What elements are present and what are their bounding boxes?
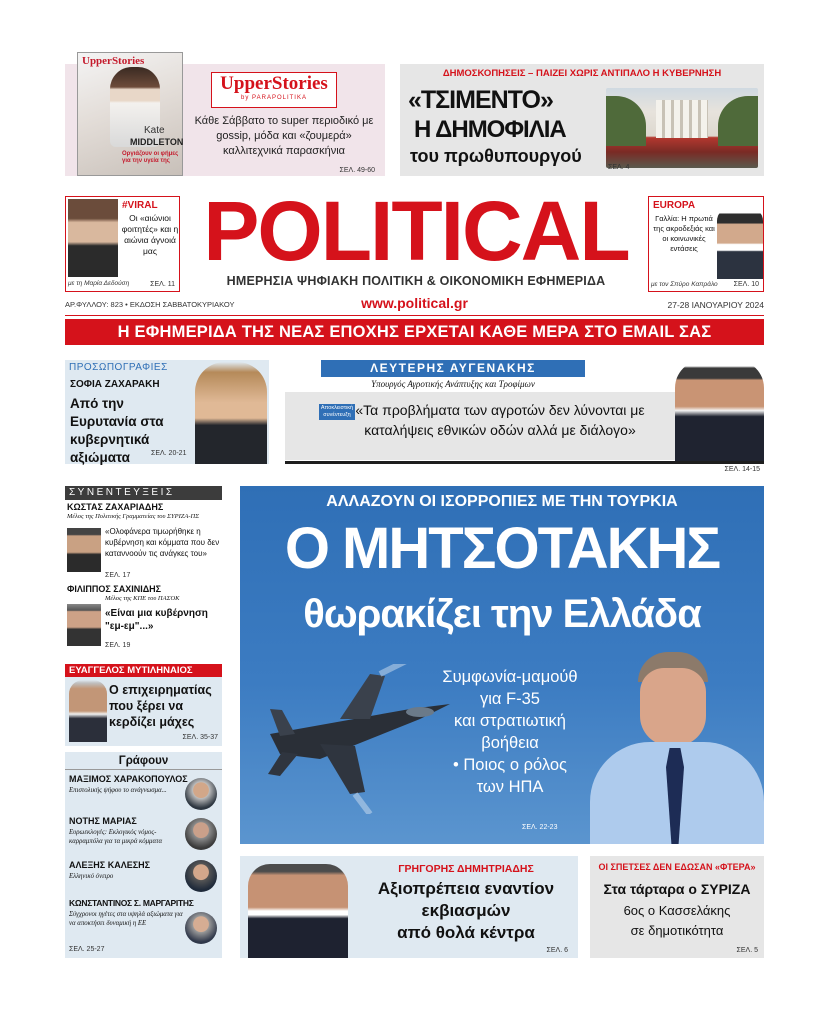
maximos-mansion-photo (606, 88, 758, 168)
viral-byline: με τη Μαρία Δεδούση (68, 280, 130, 287)
avgenakis-name-bar (321, 360, 585, 377)
columnist-item[interactable] (65, 858, 222, 894)
viral-page: ΣΕΛ. 11 (150, 281, 175, 288)
lead-deck-line: και στρατιωτική (454, 712, 566, 730)
polls-page: ΣΕΛ. 4 (608, 164, 630, 171)
europa-byline: με τον Σπύρο Καπράλο (651, 281, 718, 288)
columnist-photo (185, 912, 217, 944)
columnist-name: ΜΑΞΙΜΟΣ ΧΑΡΑΚΟΠΟΥΛΟΣ (69, 774, 188, 784)
cover-name-first: Kate (144, 125, 165, 136)
dimitriadis-page: ΣΕΛ. 6 (546, 947, 568, 954)
issue-line (65, 295, 764, 316)
lead-deck-line: για F-35 (480, 690, 540, 708)
europa-box[interactable] (648, 196, 764, 292)
masthead-title: POLITICAL (203, 184, 629, 278)
columnist-item[interactable] (65, 814, 222, 856)
mytilinaios-photo (69, 680, 107, 742)
dimitriadis-headline-line: Αξιοπρέπεια εναντίον (377, 879, 555, 898)
viral-author-photo (68, 199, 118, 277)
lead-headline: Ο ΜΗΤΣΟΤΑΚΗΣ (284, 516, 720, 581)
cover-tagline: Οργιάζουν οι φήμες για την υγεία της (122, 151, 179, 164)
avgenakis-quote: «Τα προβλήματα των αγροτών δεν λύνονται με καταλήψεις εθνικών οδών αλλά με διάλογο» (355, 402, 645, 438)
magazine-brand: UpperStories (82, 55, 145, 67)
lead-kicker: ΑΛΛΑΖΟΥΝ ΟΙ ΙΣΟΡΡΟΠΙΕΣ ΜΕ ΤΗΝ ΤΟΥΡΚΙΑ (326, 493, 678, 510)
mytilinaios-box[interactable] (65, 664, 222, 746)
upperstories-promo[interactable] (65, 55, 385, 176)
cover-name-last: MIDDLETON (130, 137, 184, 147)
interview-page: ΣΕΛ. 19 (105, 642, 131, 649)
lead-subhead: θωρακίζει την Ελλάδα (303, 592, 701, 636)
interview-photo (67, 528, 101, 572)
polls-headline-3: του πρωθυπουργού (410, 146, 582, 166)
profiles-box[interactable] (65, 360, 269, 464)
columnists-page: ΣΕΛ. 25-27 (69, 946, 105, 953)
upperstories-brand: UpperStories (220, 73, 328, 94)
columnist-item[interactable] (65, 896, 222, 948)
columnists-box (65, 752, 222, 958)
exclusive-badge: Αποκλειστική συνέντευξη (320, 405, 354, 418)
magazine-cover (77, 52, 183, 176)
dimitriadis-photo (248, 864, 348, 958)
lead-deck-line: • Ποιος ο ρόλος (453, 756, 567, 774)
mytilinaios-name-bar (65, 664, 222, 677)
columnist-name: ΚΩΝΣΤΑΝΤΙΝΟΣ Σ. ΜΑΡΓΑΡΙΤΗΣ (69, 898, 194, 908)
lead-page: ΣΕΛ. 22-23 (522, 824, 558, 831)
europa-label: EUROPA (653, 200, 696, 211)
profiles-label: ΠΡΟΣΩΠΟΓΡΑΦΙΕΣ (69, 362, 168, 373)
syriza-page: ΣΕΛ. 5 (736, 947, 758, 954)
masthead (190, 186, 642, 294)
interview-page: ΣΕΛ. 17 (105, 572, 131, 579)
syriza-box[interactable] (590, 856, 764, 958)
syriza-kicker: ΟΙ ΣΠΕΤΣΕΣ ΔΕΝ ΕΔΩΣΑΝ «ΦΤΕΡΑ» (598, 862, 756, 872)
interview-photo (67, 604, 101, 646)
columnist-name: ΝΟΤΗΣ ΜΑΡΙΑΣ (69, 816, 137, 826)
issue-date: 27-28 ΙΑΝΟΥΑΡΙΟΥ 2024 (667, 300, 764, 310)
email-banner[interactable] (65, 319, 764, 345)
profiles-text: Από την Ευρυτανία στα κυβερνητικά αξιώματα (70, 396, 164, 465)
upperstories-logo (211, 72, 337, 108)
mitsotakis-photo (590, 652, 764, 844)
lead-deck (410, 666, 610, 798)
viral-box[interactable] (65, 196, 180, 292)
europa-author-photo (717, 207, 763, 279)
syriza-headline: Στα τάρταρα ο ΣΥΡΙΖΑ (603, 881, 751, 897)
issue-number: ΑΡ.ΦΥΛΛΟΥ: 823 • ΕΚΔΟΣΗ ΣΑΒΒΑΤΟΚΥΡΙΑΚΟΥ (65, 300, 235, 309)
avgenakis-box[interactable] (285, 360, 764, 473)
mytilinaios-name: ΕΥΑΓΓΕΛΟΣ ΜΥΤΙΛΗΝΑΙΟΣ (69, 665, 193, 676)
europa-page: ΣΕΛ. 10 (733, 281, 759, 288)
syriza-line-2: 6ος ο Κασσελάκης (623, 903, 731, 918)
syriza-line-3: σε δημοτικότητα (630, 923, 724, 938)
lead-deck-line: βοήθεια (481, 734, 539, 752)
email-banner-text: Η ΕΦΗΜΕΡΙΔΑ ΤΗΣ ΝΕΑΣ ΕΠΟΧΗΣ ΕΡΧΕΤΑΙ ΚΑΘΕ ΜΕΡΑ ΣΤΟ EMAIL ΣΑΣ (117, 323, 712, 341)
mytilinaios-text: Ο επιχειρηματίας που ξέρει να κερδίζει μάχες (109, 683, 212, 729)
columnist-desc: Ελληνικό όνειρο (69, 873, 114, 880)
upperstories-brand-sub: by PARAPOLITIKA (241, 95, 307, 101)
columnist-name: ΑΛΕΞΗΣ ΚΑΛΕΣΗΣ (69, 860, 151, 870)
columnist-item[interactable] (65, 772, 222, 812)
interviews-label: ΣΥΝΕΝΤΕΥΞΕΙΣ (65, 486, 222, 500)
dimitriadis-headline-line: από θολά κέντρα (397, 923, 535, 942)
interview-item[interactable] (65, 502, 222, 582)
interview-name: ΦΙΛΙΠΠΟΣ ΣΑΧΙΝΙΔΗΣ (67, 584, 162, 594)
dimitriadis-headline-line: εκβιασμών (421, 901, 511, 920)
viral-label: #VIRAL (122, 200, 158, 211)
upperstories-text: Κάθε Σάββατο το super περιοδικό με gossip, μόδα και «ζουμερά» καλλιτεχνικά παρασκήνια (194, 115, 374, 157)
lead-deck-line: Συμφωνία-μαμούθ (442, 668, 578, 686)
avgenakis-page: ΣΕΛ. 14-15 (724, 466, 760, 473)
columnist-desc: Επιστολικής ψήφου το ανάγνωσμα... (69, 787, 167, 794)
lead-deck-line: των ΗΠΑ (476, 778, 544, 796)
dimitriadis-box[interactable] (240, 856, 578, 958)
interview-role: Μέλος της ΚΠΕ του ΠΑΣΟΚ (105, 595, 180, 602)
mytilinaios-page: ΣΕΛ. 35-37 (182, 734, 218, 741)
polls-headline-1: «ΤΣΙΜΕΝΤΟ» (408, 86, 553, 114)
dimitriadis-headline (360, 878, 572, 944)
polls-kicker: ΔΗΜΟΣΚΟΠΗΣΕΙΣ – ΠΑΙΖΕΙ ΧΩΡΙΣ ΑΝΤΙΠΑΛΟ Η ΚΥΒΕΡΝΗΣΗ (442, 68, 722, 79)
columnist-photo (185, 860, 217, 892)
interview-name: ΚΩΣΤΑΣ ΖΑΧΑΡΙΑΔΗΣ (67, 502, 164, 512)
profiles-name: ΣΟΦΙΑ ΖΑΧΑΡΑΚΗ (70, 379, 160, 390)
viral-text: Οι «αιώνιοι φοιτητές» και η αιώνια άγνοιά μας (121, 213, 179, 256)
upperstories-page: ΣΕΛ. 49-60 (339, 167, 375, 174)
interview-item[interactable] (65, 582, 222, 656)
interview-quote: «Ολοφάνερα τιμωρήθηκε η κυβέρνηση και κόμματα που δεν καταννοούν τις ανάγκες του» (105, 527, 220, 558)
columnists-label: Γράφουν (65, 755, 222, 770)
profiles-page: ΣΕΛ. 20-21 (151, 450, 187, 457)
dimitriadis-name: ΓΡΗΓΟΡΗΣ ΔΗΜΗΤΡΙΑΔΗΣ (398, 863, 534, 875)
avgenakis-photo (675, 360, 764, 461)
interviews-section (65, 486, 222, 656)
masthead-subtitle: ΗΜΕΡΗΣΙΑ ΨΗΦΙΑΚΗ ΠΟΛΙΤΙΚΗ & ΟΙΚΟΝΟΜΙΚΗ ΕΦΗΜΕΡΙΔΑ (226, 274, 606, 288)
interview-quote: «Είναι μια κυβέρνηση "εμ-εμ"...» (105, 608, 208, 632)
columnist-photo (185, 778, 217, 810)
polls-headline-2: Η ΔΗΜΟΦΙΛΙΑ (414, 116, 566, 143)
masthead-url[interactable]: www.political.gr (361, 295, 468, 311)
columnist-desc: Σύγχρονοι ηγέτες στα υψηλά αξιώματα για να αποκτήσει δυναμική η ΕΕ (69, 911, 183, 927)
columnist-desc: Ευρωεκλογές: Εκλογικός νόμος-καρραμπόλα για τα μικρά κόμματα (69, 829, 163, 845)
polls-promo[interactable] (400, 64, 764, 176)
avgenakis-name: ΛΕΥΤΕΡΗΣ ΑΥΓΕΝΑΚΗΣ (370, 361, 536, 375)
lead-story[interactable] (240, 486, 764, 844)
interview-role: Μέλος της Πολιτικής Γραμματείας του ΣΥΡΙΖΑ-ΠΣ (67, 513, 200, 520)
profiles-photo (195, 362, 267, 464)
columnist-photo (185, 818, 217, 850)
europa-text: Γαλλία: Η πρωτιά της ακροδεξιάς και οι κοινωνικές εντάσεις (653, 214, 715, 253)
avgenakis-role: Υπουργός Αγροτικής Ανάπτυξης και Τροφίμων (371, 379, 535, 389)
